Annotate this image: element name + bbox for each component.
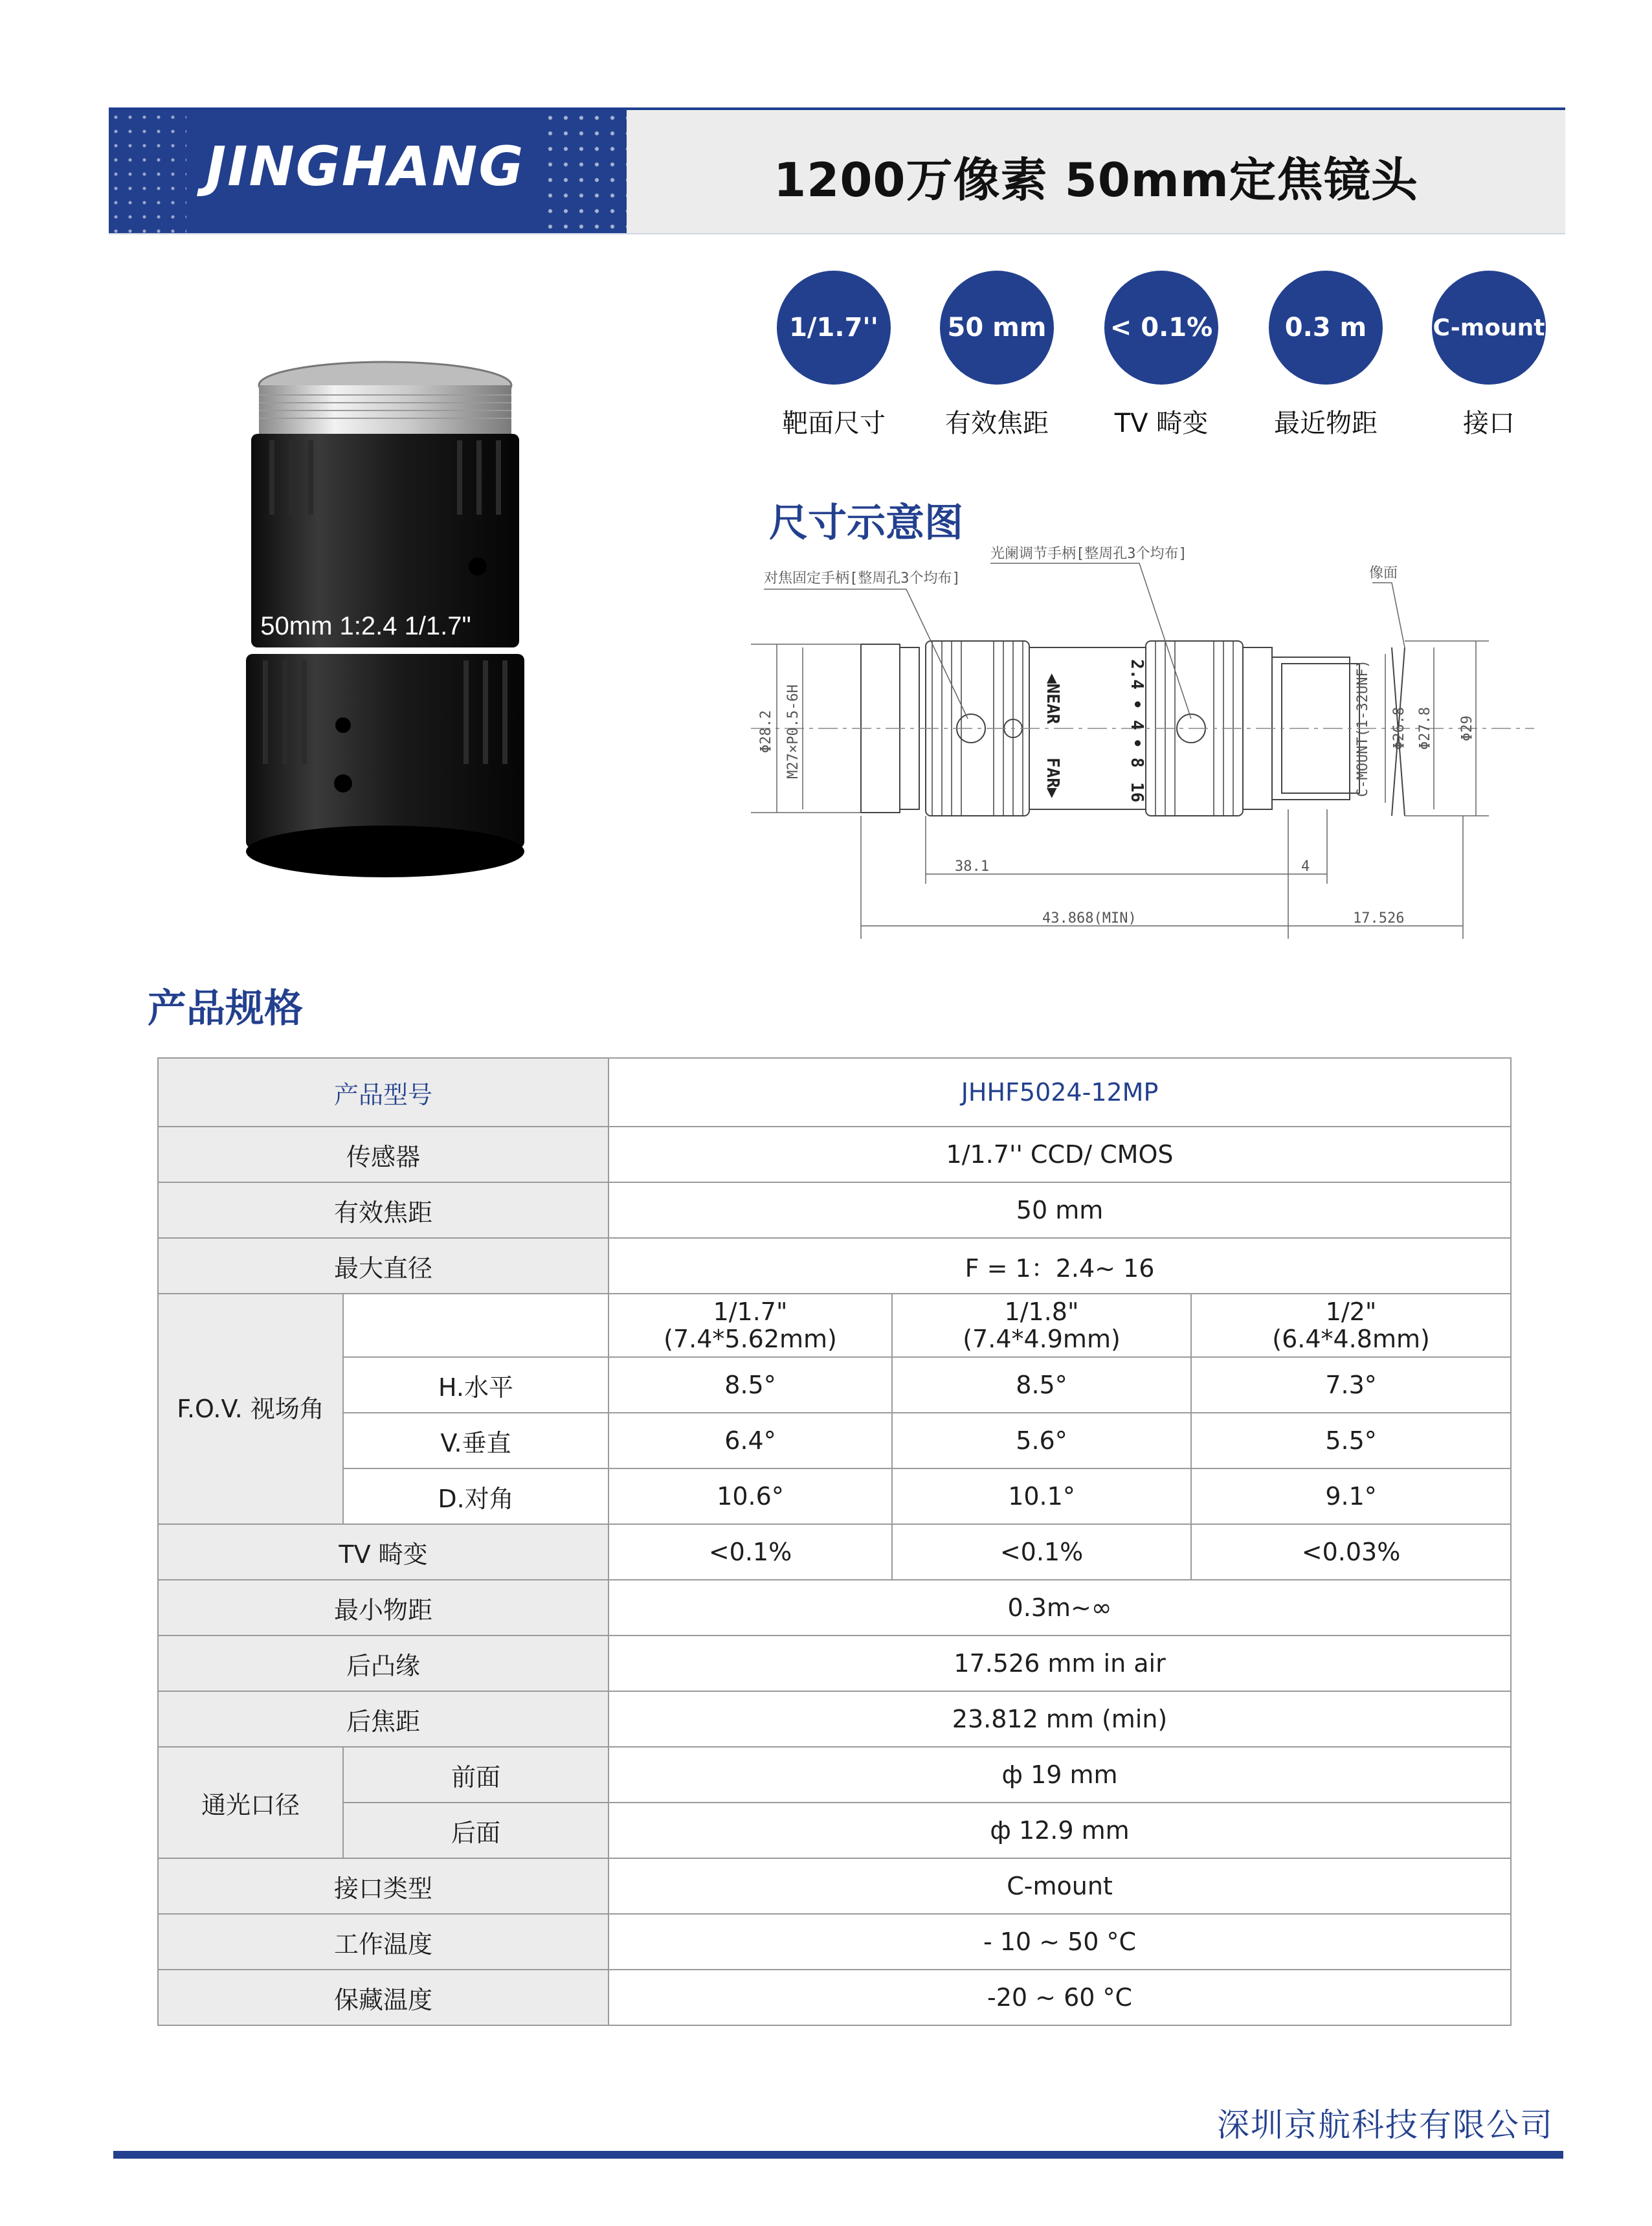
fov-corner-cell [343,1294,608,1357]
key-spec-value: 0.3 m [1269,271,1383,385]
decorative-dots-left [109,110,186,233]
storage-temp-value: -20 ~ 60 °C [608,1970,1511,2025]
table-row [158,1803,1511,1858]
op-temp-value: - 10 ~ 50 °C [608,1914,1511,1970]
fov-value: 7.3° [1191,1357,1511,1413]
fov-label: F.O.V. 视场角 [158,1294,343,1524]
table-row [158,1691,1511,1747]
table-row [158,1524,1511,1580]
table-row [158,1357,1511,1413]
callout-focus-handle: 对焦固定手柄[整周孔3个均布] [764,570,961,587]
aperture-mark: • [1127,699,1146,710]
fov-row-label: H.水平 [343,1357,608,1413]
dim-length: 43.868(MIN) [1042,910,1137,927]
dimension-drawing [738,544,1541,1049]
table-row [158,1294,1511,1357]
far-label: FAR▶ [1043,758,1062,798]
row-label: 有效焦距 [158,1182,608,1238]
callout-iris-handle: 光阑调节手柄[整周孔3个均布] [990,546,1187,562]
aperture-mark: 2.4 [1127,659,1146,690]
row-label: 后凸缘 [158,1636,608,1691]
fov-value: 6.4° [608,1413,892,1468]
row-label: 保藏温度 [158,1970,608,2025]
flange-value: 17.526 mm in air [608,1636,1511,1691]
fov-row-label: D.对角 [343,1468,608,1524]
table-row [158,1238,1511,1294]
brand-banner [109,110,627,233]
key-spec-label: 接口 [1463,409,1515,438]
bfl-value: 23.812 mm (min) [608,1691,1511,1747]
aperture-value: F = 1：2.4~ 16 [608,1238,1511,1294]
dim-4: 4 [1301,859,1310,875]
dim-d1: Φ26.8 [1391,706,1407,750]
aperture-mark: 8 [1127,758,1146,768]
tv-value: <0.1% [892,1524,1191,1580]
key-spec-value: 50 mm [940,271,1054,385]
key-spec-mod [1261,271,1390,440]
fov-column-header: 1/2" (6.4*4.8mm) [1191,1294,1511,1357]
aperture-mark: 4 [1127,720,1146,730]
mount-value: C-mount [608,1858,1511,1914]
lens-marking: 50mm 1:2.4 1/1.7" [260,612,471,640]
row-label: 接口类型 [158,1858,608,1914]
fov-value: 10.1° [892,1468,1191,1524]
clear-front-value: ф 19 mm [608,1747,1511,1803]
table-row [158,1058,1511,1127]
table-row [158,1580,1511,1636]
table-row [158,1182,1511,1238]
key-spec-distortion [1097,271,1226,440]
sub-row-label: 后面 [343,1803,608,1858]
title-bar [627,110,1565,233]
row-label: 产品型号 [158,1058,608,1127]
callout-image-plane: 像面 [1369,565,1398,581]
mod-value: 0.3m~∞ [608,1580,1511,1636]
page-title: 1200万像素 50mm定焦镜头 [774,153,1418,207]
lens-photo [233,350,537,887]
key-spec-value: < 0.1% [1104,271,1218,385]
key-spec-sensor [769,271,899,440]
fov-row-label: V.垂直 [343,1413,608,1468]
row-label: TV 畸变 [158,1524,608,1580]
key-spec-value: C-mount [1432,271,1546,385]
drawing-title: 尺寸示意图 [769,500,963,546]
dim-diameter-front: Φ28.2 [758,710,774,754]
company-name: 深圳京航科技有限公司 [1217,2106,1554,2144]
key-spec-label: 有效焦距 [945,409,1049,438]
row-label: 最小物距 [158,1580,608,1636]
fov-value: 5.6° [892,1413,1191,1468]
table-row [158,1468,1511,1524]
row-label: 通光口径 [158,1747,343,1858]
key-spec-value: 1/1.7'' [777,271,891,385]
dim-d2: Φ27.8 [1417,706,1433,750]
decorative-dots-right [542,110,627,233]
dim-mount: C-MOUNT(1-32UNF) [1355,660,1371,797]
fov-value: 8.5° [892,1357,1191,1413]
page-header [109,107,1565,234]
table-row [158,1413,1511,1468]
key-spec-focal-length [932,271,1062,440]
table-row [158,1636,1511,1691]
tv-value: <0.03% [1191,1524,1511,1580]
dim-flange: 17.526 [1353,910,1405,927]
row-label: 后焦距 [158,1691,608,1747]
key-spec-label: TV 畸变 [1114,409,1209,438]
brand-logo: JINGHANG [206,135,525,198]
model-value: JHHF5024-12MP [608,1058,1511,1127]
specs-title: 产品规格 [148,986,303,1031]
sub-row-label: 前面 [343,1747,608,1803]
near-label: ◀NEAR [1043,673,1062,725]
dim-d3: Φ29 [1459,715,1475,741]
dim-38: 38.1 [955,859,989,875]
table-row [158,1914,1511,1970]
fov-value: 9.1° [1191,1468,1511,1524]
table-row [158,1858,1511,1914]
focal-value: 50 mm [608,1182,1511,1238]
table-row [158,1970,1511,2025]
fov-column-header: 1/1.8" (7.4*4.9mm) [892,1294,1191,1357]
fov-column-header: 1/1.7" (7.4*5.62mm) [608,1294,892,1357]
fov-value: 10.6° [608,1468,892,1524]
table-row [158,1747,1511,1803]
aperture-mark: • [1127,738,1146,748]
sensor-value: 1/1.7'' CCD/ CMOS [608,1127,1511,1182]
key-spec-label: 靶面尺寸 [782,409,886,438]
row-label: 工作温度 [158,1914,608,1970]
tv-value: <0.1% [608,1524,892,1580]
table-row [158,1127,1511,1182]
dim-thread: M27×P0.5-6H [785,684,801,779]
fov-value: 8.5° [608,1357,892,1413]
key-spec-mount [1424,271,1554,440]
clear-rear-value: ф 12.9 mm [608,1803,1511,1858]
row-label: 传感器 [158,1127,608,1182]
key-spec-label: 最近物距 [1274,409,1378,438]
fov-value: 5.5° [1191,1413,1511,1468]
aperture-mark: 16 [1127,782,1146,803]
footer-rule [113,2151,1563,2159]
specs-table [157,1057,1512,2026]
row-label: 最大直径 [158,1238,608,1294]
